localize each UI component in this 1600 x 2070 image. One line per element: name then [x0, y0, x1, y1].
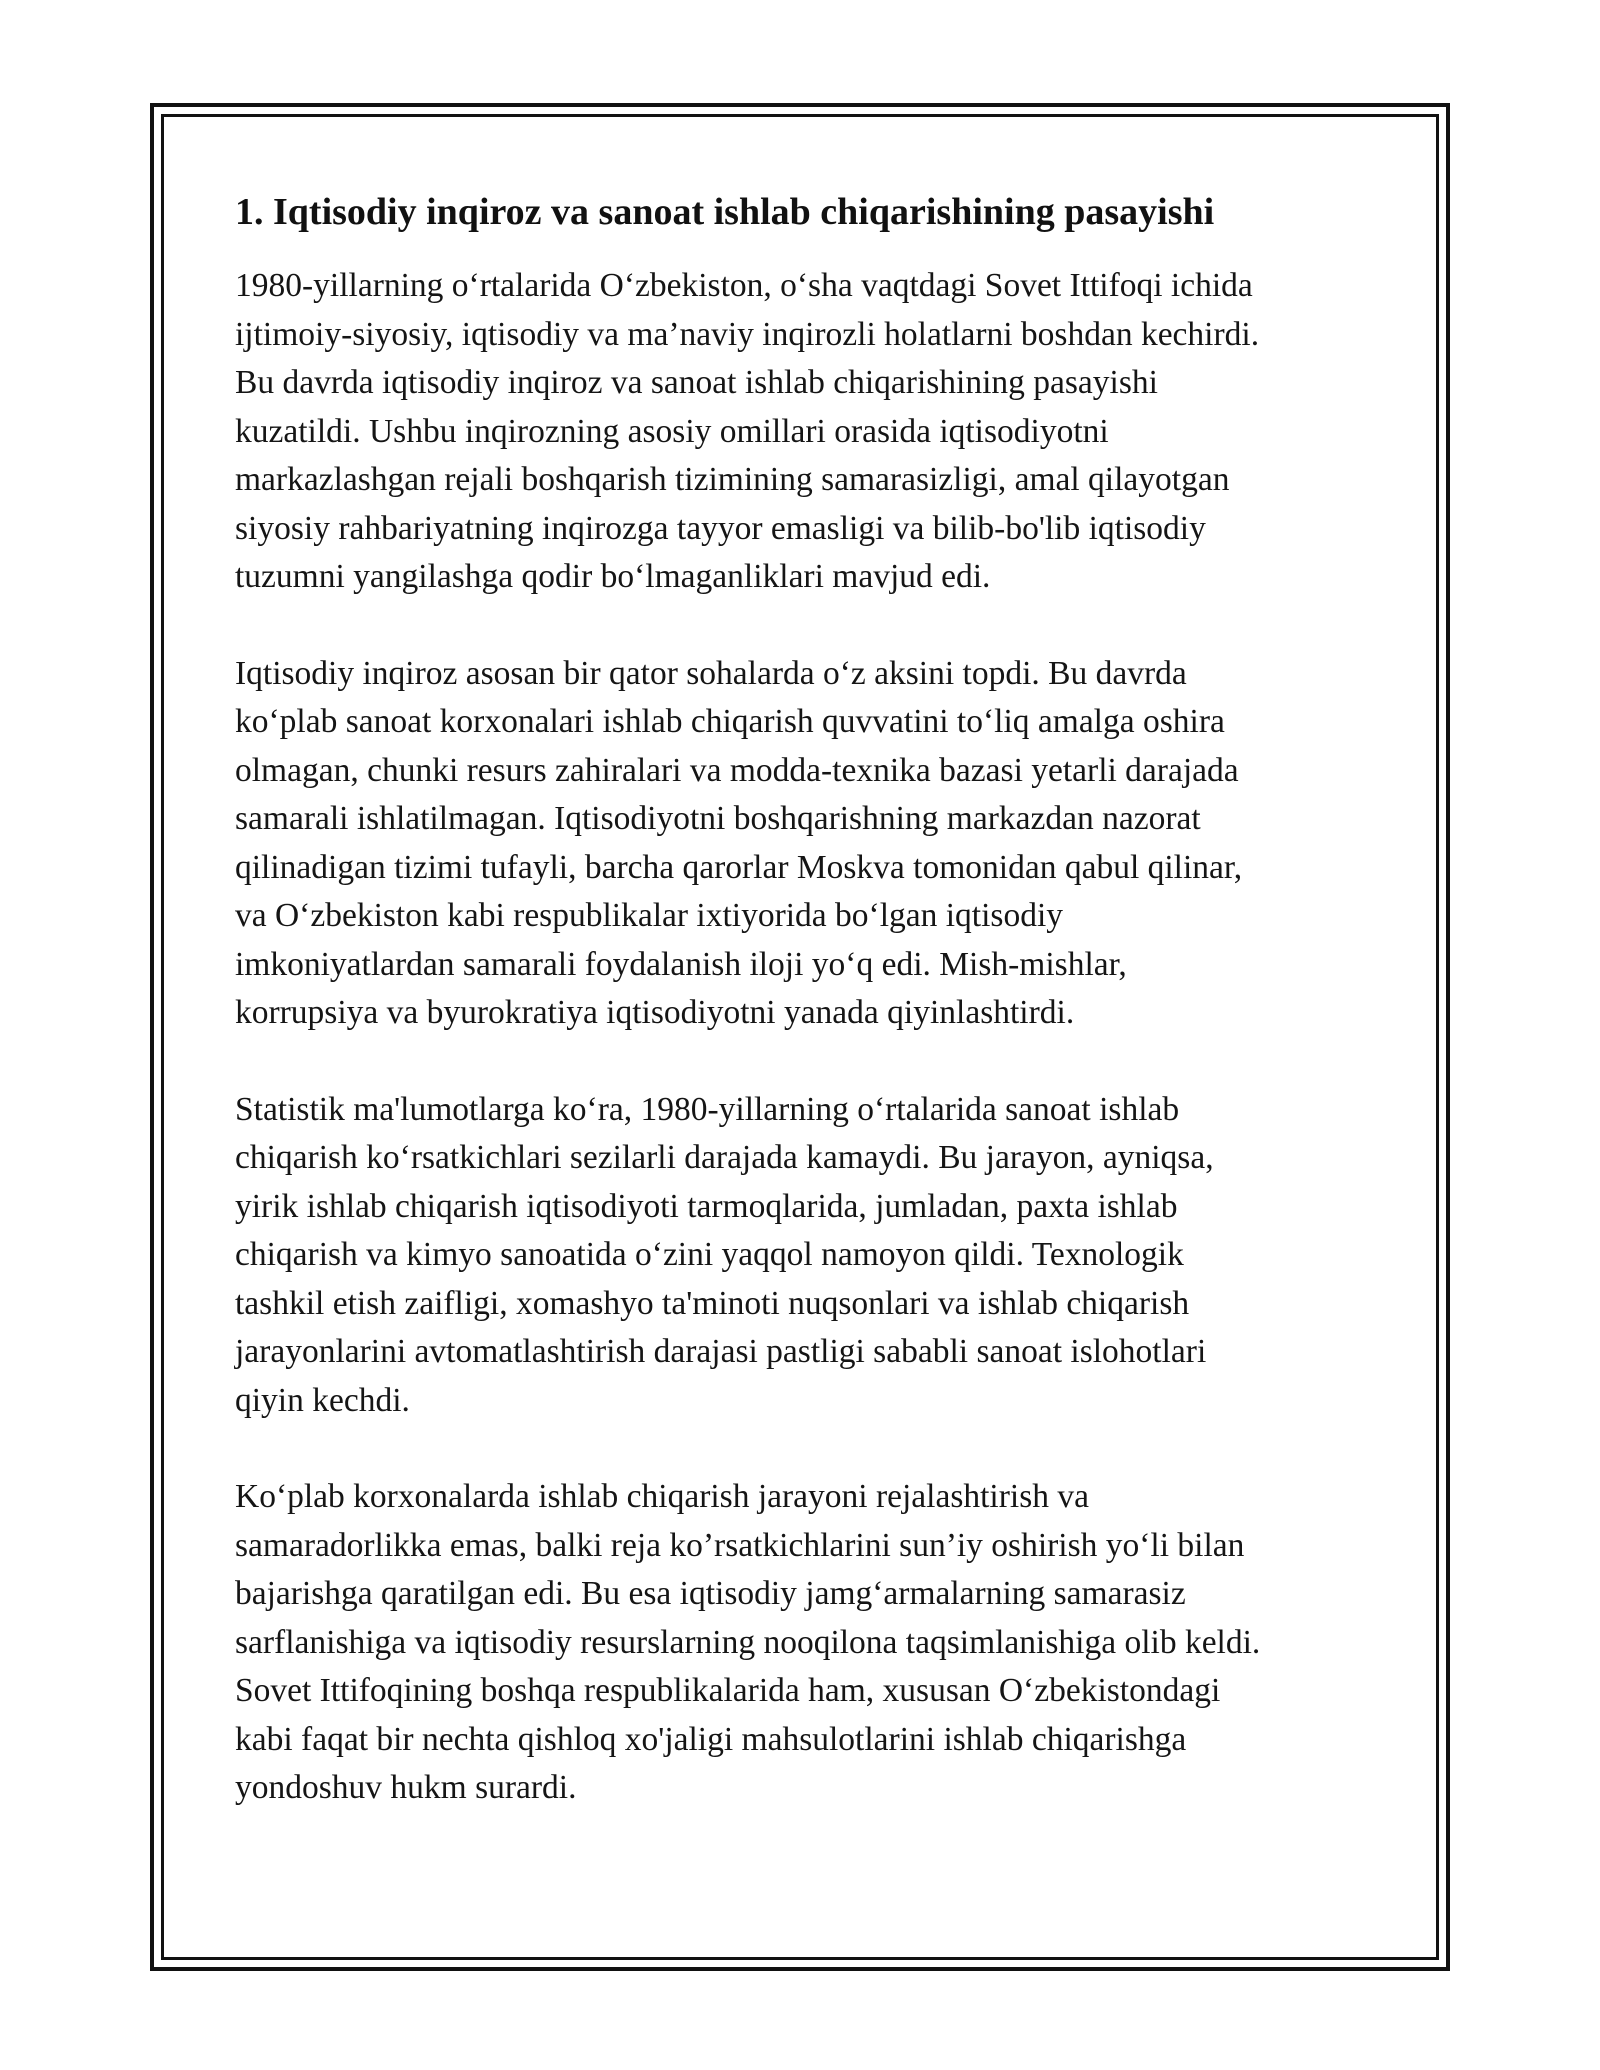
paragraph-line: olmagan, chunki resurs zahiralari va modda-texnika bazasi yetarli darajada [235, 751, 1239, 789]
paragraph-line: Ko‘plab korxonalarda ishlab chiqarish jarayoni rejalashtirish va [235, 1478, 1089, 1515]
paragraph-line: bajarishga qaratilgan edi. Bu esa iqtisodiy jamg‘armalarning samarasiz [235, 1575, 1186, 1612]
document-body [235, 188, 1395, 1861]
paragraph-line: chiqarish va kimyo sanoatida o‘zini yaqqol namoyon qildi. Texnologik [235, 1236, 1184, 1273]
paragraph-line: ko‘plab sanoat korxonalari ishlab chiqarish quvvatini to‘liq amalga oshira [235, 703, 1225, 740]
paragraph-line: qilinadigan tizimi tufayli, barcha qarorlar Moskva tomonidan qabul qilinar, [235, 848, 1243, 886]
paragraph [235, 262, 1395, 602]
paragraph-line: va O‘zbekiston kabi respublikalar ixtiyorida bo‘lgan iqtisodiy [235, 897, 1064, 934]
paragraph-line: korrupsiya va byurokratiya iqtisodiyotni yanada qiyinlashtirdi. [235, 994, 1075, 1031]
paragraph [235, 650, 1395, 1038]
paragraph-line: tashkil etish zaifligi, xomashyo ta'minoti nuqsonlari va ishlab chiqarish [235, 1284, 1190, 1322]
paragraph-line: siyosiy rahbariyatning inqirozga tayyor emasligi va bilib-bo'lib iqtisodiy [235, 509, 1206, 547]
paragraph-line: ijtimoiy-siyosiy, iqtisodiy va ma’naviy inqirozli holatlarni boshdan kechirdi. [235, 315, 1260, 353]
paragraph-line: Iqtisodiy inqiroz asosan bir qator sohalarda o‘z aksini topdi. Bu davrda [235, 654, 1187, 692]
paragraph-line: 1980-yillarning o‘rtalarida O‘zbekiston, o‘sha vaqtdagi Sovet Ittifoqi ichida [235, 267, 1253, 304]
paragraph [235, 1086, 1395, 1426]
paragraph-line: samaradorlikka emas, balki reja ko’rsatkichlarini sun’iy oshirish yo‘li bilan [235, 1526, 1245, 1564]
paragraph-line: yirik ishlab chiqarish iqtisodiyoti tarmoqlarida, jumladan, paxta ishlab [235, 1187, 1178, 1225]
section-heading: 1. Iqtisodiy inqiroz va sanoat ishlab chiqarishining pasayishi [235, 191, 1215, 233]
paragraph-line: kuzatildi. Ushbu inqirozning asosiy omillari orasida iqtisodiyotni [235, 412, 1109, 450]
paragraph-line: Statistik ma'lumotlarga ko‘ra, 1980-yillarning o‘rtalarida sanoat ishlab [235, 1090, 1180, 1128]
paragraph-line: samarali ishlatilmagan. Iqtisodiyotni boshqarishning markazdan nazorat [235, 800, 1201, 837]
paragraph-line: Sovet Ittifoqining boshqa respublikalarida ham, xususan O‘zbekistondagi [235, 1672, 1221, 1709]
paragraph-line: yondoshuv hukm surardi. [235, 1769, 577, 1806]
paragraph-line: markazlashgan rejali boshqarish tizimining samarasizligi, amal qilayotgan [235, 461, 1230, 498]
paragraph-line: sarflanishiga va iqtisodiy resurslarning nooqilona taqsimlanishiga olib keldi. [235, 1623, 1261, 1661]
paragraph-line: chiqarish ko‘rsatkichlari sezilarli darajada kamaydi. Bu jarayon, ayniqsa, [235, 1139, 1214, 1176]
paragraph-line: jarayonlarini avtomatlashtirish darajasi pastligi sababli sanoat islohotlari [235, 1333, 1207, 1370]
paragraph-line: imkoniyatlardan samarali foydalanish iloji yo‘q edi. Mish-mishlar, [235, 945, 1127, 983]
paragraph-list [235, 262, 1395, 1813]
paragraph-line: Bu davrda iqtisodiy inqiroz va sanoat ishlab chiqarishining pasayishi [235, 364, 1158, 401]
paragraph-line: qiyin kechdi. [235, 1381, 410, 1419]
paragraph [235, 1473, 1395, 1813]
paragraph-line: kabi faqat bir nechta qishloq xo'jaligi mahsulotlarini ishlab chiqarishga [235, 1720, 1187, 1758]
paragraph-line: tuzumni yangilashga qodir bo‘lmaganliklari mavjud edi. [235, 558, 991, 595]
